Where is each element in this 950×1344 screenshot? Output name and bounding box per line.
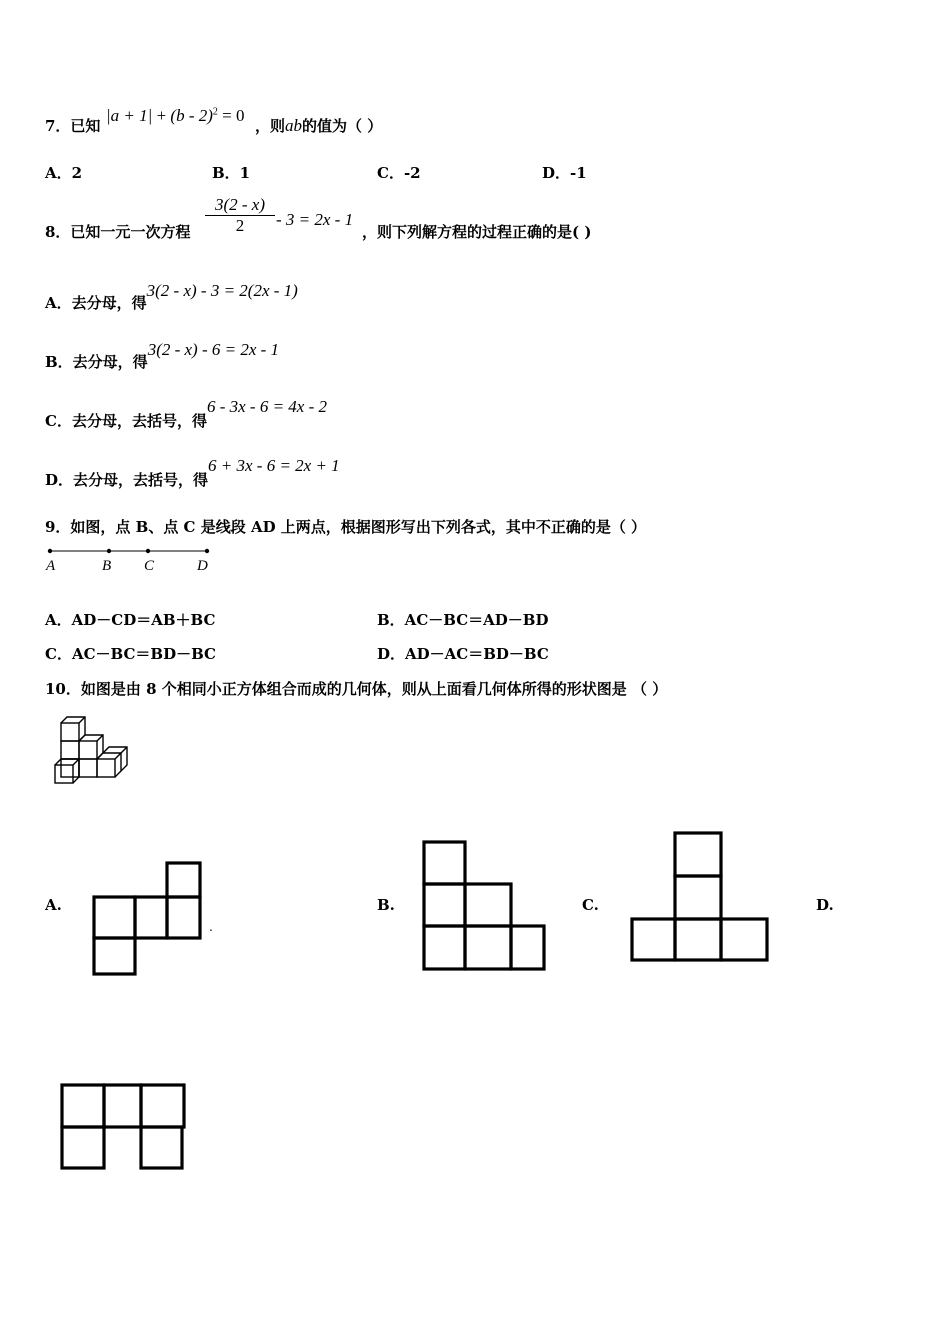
q8-option-a-expr: 3(2 - x) - 3 = 2(2x - 1) [146, 281, 298, 300]
q10-option-a-label[interactable]: A. [45, 896, 62, 914]
q10-stem: 10．如图是由 8 个相同小正方体组合而成的几何体，则从上面看几何体所得的形状图是 （ ） [45, 680, 668, 698]
q8-fraction-denominator: 2 [235, 216, 245, 235]
q7-option-b[interactable]: B．1 [212, 164, 251, 182]
q7-number: 7．已知 [45, 117, 101, 135]
q9-label-a: A [46, 558, 56, 574]
q10-option-a-shape[interactable] [94, 863, 200, 974]
q7-plus: + [156, 106, 167, 125]
q7-option-d[interactable]: D．-1 [542, 164, 587, 182]
q9-stem: 9．如图，点 B、点 C 是线段 AD 上两点，根据图形写出下列各式，其中不正确的是（ ） [45, 518, 647, 536]
q10-option-d-label[interactable]: D. [816, 896, 834, 914]
q7-option-a[interactable]: A．2 [45, 164, 83, 182]
q10-stray-dot: . [209, 920, 213, 934]
q10-option-c-shape[interactable] [632, 833, 767, 960]
q8-option-c-expr: 6 - 3x - 6 = 4x - 2 [206, 397, 327, 416]
q9-label-d: D [197, 558, 208, 574]
q8-option-d-expr: 6 + 3x - 6 = 2x + 1 [208, 456, 340, 475]
q10-option-c-label[interactable]: C. [582, 896, 599, 914]
q10-option-d-shape[interactable] [62, 1085, 184, 1168]
q8-option-b-label: B．去分母，得 [45, 353, 148, 371]
q7-option-c[interactable]: C．-2 [377, 164, 421, 182]
q10-option-b-shape[interactable] [424, 842, 544, 969]
q7-square-term: (b - 2) [170, 106, 213, 125]
q9-option-d[interactable]: D．AD－AC＝BD－BC [377, 645, 549, 663]
q8-fraction-numerator: 3(2 - x) [214, 195, 266, 214]
q8-stem-tail: ，则下列解方程的过程正确的是( ) [362, 223, 592, 241]
q9-option-a[interactable]: A．AD－CD＝AB＋BC [45, 611, 216, 629]
q9-label-c: C [144, 558, 155, 574]
q8-option-c-label: C．去分母，去括号，得 [45, 412, 207, 430]
q9-option-b[interactable]: B．AC－BC＝AD－BD [377, 611, 549, 629]
q7-abs-term: |a + 1| [106, 106, 153, 125]
q7-equals-zero: = 0 [222, 106, 245, 125]
q10-option-b-label[interactable]: B. [377, 896, 395, 914]
q8-option-d-label: D．去分母，去括号，得 [45, 471, 209, 489]
q7-tail: 的值为（ ） [302, 117, 383, 135]
q8-equation-rest: - 3 = 2x - 1 [276, 210, 354, 229]
q8-option-b-expr: 3(2 - x) - 6 = 2x - 1 [147, 340, 280, 359]
q8-stem: 8．已知一元一次方程 [45, 223, 191, 241]
q7-exponent: 2 [212, 106, 218, 118]
q7-mid: ，则 [255, 117, 286, 135]
q9-label-b: B [102, 558, 112, 574]
q9-option-c[interactable]: C．AC－BC＝BD－BC [45, 645, 216, 663]
q7-var: ab [285, 116, 303, 135]
q8-option-a-label: A．去分母，得 [45, 294, 147, 312]
